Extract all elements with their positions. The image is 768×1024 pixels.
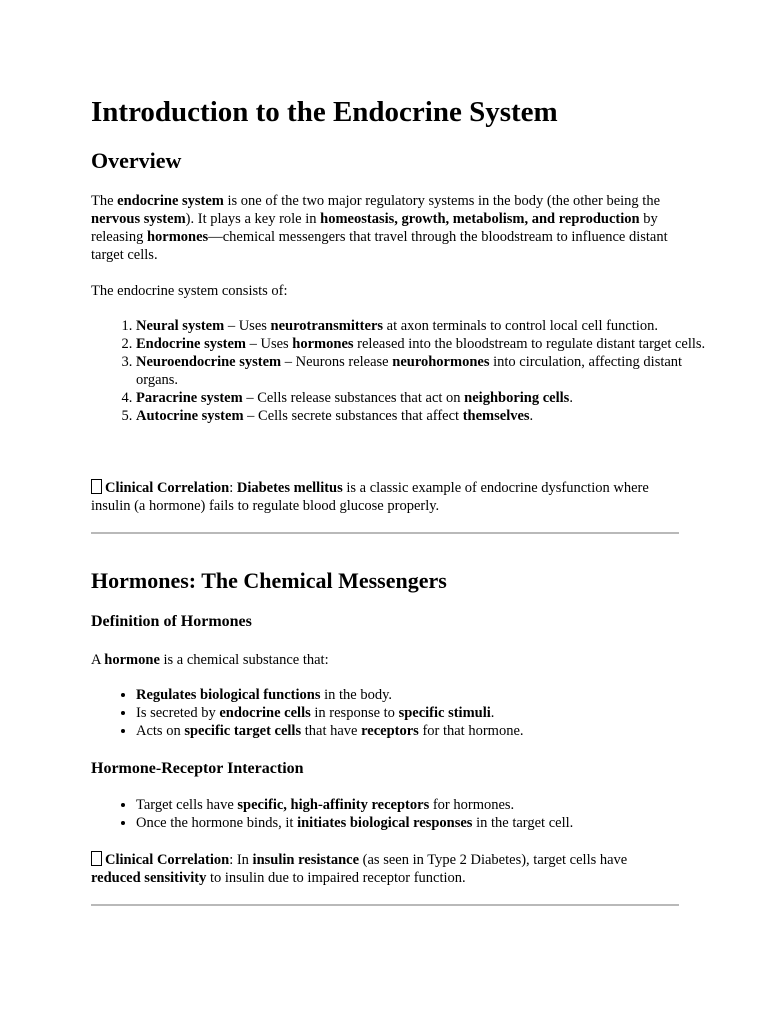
page-title: Introduction to the Endocrine System — [91, 96, 558, 128]
section-divider — [91, 532, 679, 534]
list-item: • Acts on specific target cells that have receptors for that hormone. — [136, 722, 724, 740]
section-divider — [91, 904, 679, 906]
system-types-list — [91, 317, 724, 425]
hormone-intro: A hormone is a chemical substance that: — [91, 652, 329, 668]
missing-glyph-icon — [91, 851, 102, 866]
list-item: • Once the hormone binds, it initiates biological responses in the target cell. — [136, 814, 724, 832]
list-item: 3. Neuroendocrine system – Neurons release neurohormones into circulation, affecting distant organs. — [136, 353, 724, 389]
list-item: 5. Autocrine system – Cells secrete substances that affect themselves. — [136, 407, 724, 425]
clinical-correlation-insulin: Clinical Correlation: In insulin resistance (as seen in Type 2 Diabetes), target cells have reduced sensitivity to insulin due to impaired receptor function. — [91, 852, 628, 886]
hormone-definition-list — [91, 686, 724, 740]
list-item: 4. Paracrine system – Cells release substances that act on neighboring cells. — [136, 389, 724, 407]
interaction-heading: Hormone-Receptor Interaction — [91, 760, 304, 777]
hormones-heading: Hormones: The Chemical Messengers — [91, 568, 447, 593]
list-item: • Regulates biological functions in the body. — [136, 686, 724, 704]
clinical-correlation-diabetes: Clinical Correlation: Diabetes mellitus is a classic example of endocrine dysfunction where insulin (a hormone) fails to regulate blood glucose properly. — [91, 480, 649, 514]
list-item: • Is secreted by endocrine cells in response to specific stimuli. — [136, 704, 724, 722]
list-item: 2. Endocrine system – Uses hormones released into the bloodstream to regulate distant target cells. — [136, 335, 724, 353]
consists-of-text: The endocrine system consists of: — [91, 283, 288, 299]
missing-glyph-icon — [91, 479, 102, 494]
overview-heading: Overview — [91, 148, 182, 173]
receptor-interaction-list — [91, 796, 724, 832]
definition-heading: Definition of Hormones — [91, 613, 252, 630]
list-item: • Target cells have specific, high-affinity receptors for hormones. — [136, 796, 724, 814]
overview-paragraph: The endocrine system is one of the two major regulatory systems in the body (the other being the nervous system). It plays a key role in homeostasis, growth, metabolism, and reproduction by releasing hormones—chemical messengers that travel through the bloodstream to influence distant target cells. — [91, 193, 668, 263]
list-item: 1. Neural system – Uses neurotransmitters at axon terminals to control local cell function. — [136, 317, 724, 335]
